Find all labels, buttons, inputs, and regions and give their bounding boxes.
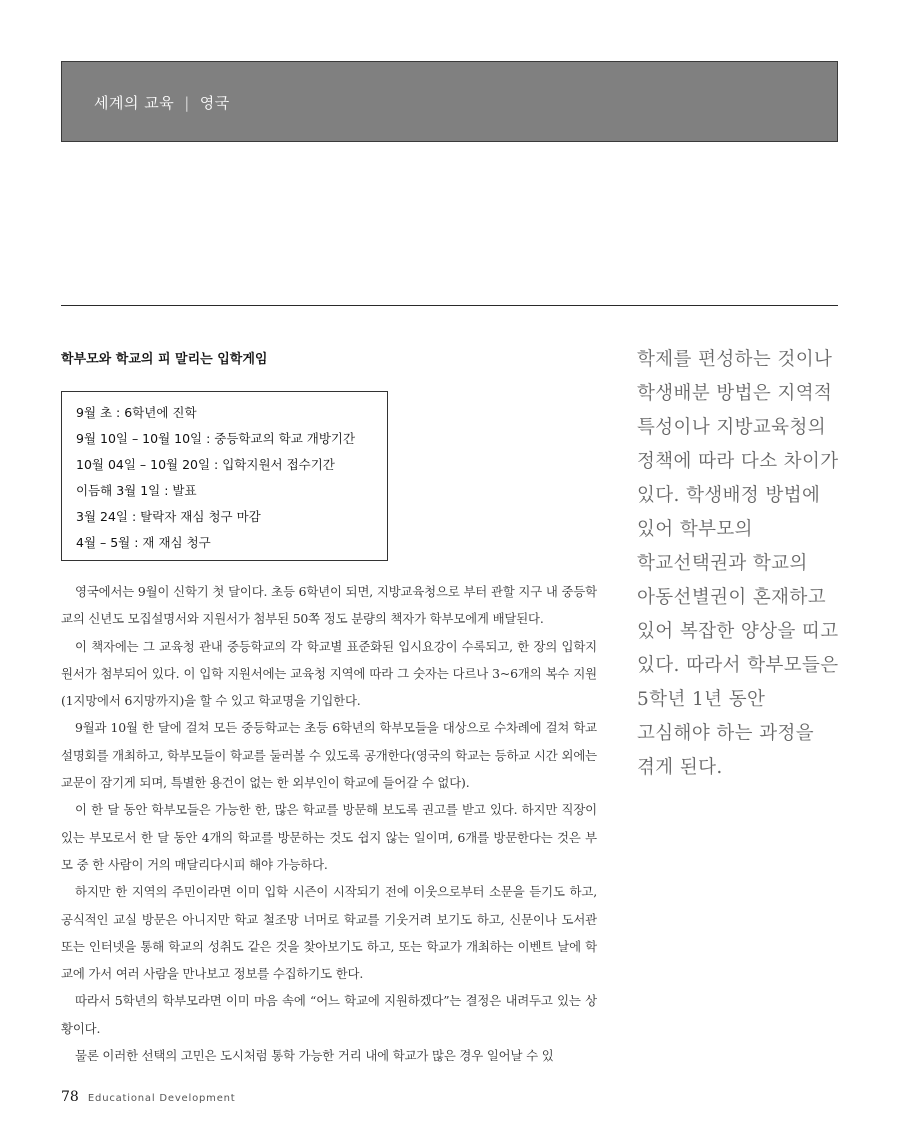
- banner-separator: |: [184, 94, 190, 112]
- schedule-item: 4월 – 5월 : 재 재심 청구: [76, 535, 211, 550]
- body-paragraph: 이 책자에는 그 교육청 관내 중등학교의 각 학교별 표준화된 입시요강이 수록되고, 한 장의 입학지원서가 첨부되어 있다. 이 입학 지원서에는 교육청 지역에 따라 그 숫자는 다르나 3~6개의 복수 지원(1지망에서 6지망까지)을 할 수 있고 학교명을 기입한다.: [61, 638, 597, 709]
- body-paragraph: 이 한 달 동안 학부모들은 가능한 한, 많은 학교를 방문해 보도록 권고를 받고 있다. 하지만 직장이 있는 부모로서 한 달 동안 4개의 학교를 방문하는 것도 쉽지 않는 일이며, 6개를 방문한다는 것은 부모 중 한 사람이 거의 매달리다시피 해야 가능하다.: [61, 802, 597, 872]
- banner-title: [94, 92, 230, 113]
- schedule-item: 3월 24일 : 탈락자 재심 청구 마감: [76, 509, 261, 524]
- page-number: 78: [61, 1089, 79, 1105]
- body-paragraph: 따라서 5학년의 학부모라면 이미 마음 속에 “어느 학교에 지원하겠다”는 결정은 내려두고 있는 상황이다.: [61, 993, 597, 1036]
- schedule-item: 9월 초 : 6학년에 진학: [76, 405, 197, 420]
- article-heading: 학부모와 학교의 피 말리는 입학게임: [61, 352, 268, 367]
- body-paragraph: 물론 이러한 선택의 고민은 도시처럼 통학 가능한 거리 내에 학교가 많은 경우 일어날 수 있: [75, 1048, 554, 1064]
- schedule-item: 10월 04일 – 10월 20일 : 입학지원서 접수기간: [76, 457, 335, 472]
- publication-name: Educational Development: [87, 1093, 236, 1104]
- article-body: [61, 578, 597, 1069]
- schedule-item: 9월 10일 – 10월 10일 : 중등학교의 학교 개방기간: [76, 431, 356, 446]
- schedule-item: 이듬해 3월 1일 : 발표: [76, 483, 197, 498]
- pull-quote: 학제를 편성하는 것이나 학생배분 방법은 지역적 특성이나 지방교육청의 정책에 따라 다소 차이가 있다. 학생배정 방법에 있어 학부모의 학교선택권과 학교의 아동선별권이 혼재하고 있어 복잡한 양상을 띠고 있다. 따라서 학부모들은 5학년 1년 동안 고심해야 하는 과정을 겪게 된다.: [637, 349, 839, 778]
- body-paragraph: 하지만 한 지역의 주민이라면 이미 입학 시즌이 시작되기 전에 이웃으로부터 소문을 듣기도 하고, 공식적인 교실 방문은 아니지만 학교 철조망 너머로 학교를 기웃거려 보기도 하고, 신문이나 도서관 또는 인터넷을 통해 학교의 성취도 같은 것을 찾아보기도 하고, 또는 학교가 개최하는 이벤트 날에 학교에 가서 여러 사람을 만나보고 정보를 수집하기도 한다.: [61, 884, 597, 982]
- banner-section: 세계의 교육: [94, 94, 175, 112]
- body-paragraph: 9월과 10월 한 달에 걸쳐 모든 중등학교는 초등 6학년의 학부모들을 대상으로 수차례에 걸쳐 학교설명회를 개최하고, 학부모들이 학교를 둘러볼 수 있도록 공개한다(영국의 학교는 등하교 시간 외에는 교문이 잠기게 되며, 특별한 용건이 없는 한 외부인이 학교에 들어갈 수 없다).: [61, 720, 597, 791]
- banner-country: 영국: [199, 94, 230, 112]
- schedule-box: [61, 391, 388, 561]
- body-paragraph: 영국에서는 9월이 신학기 첫 달이다. 초등 6학년이 되면, 지방교육청으로 부터 관할 지구 내 중등학교의 신년도 모집설명서와 지원서가 첨부된 50쪽 정도 분량의 책자가 학부모에게 배달된다.: [61, 584, 597, 627]
- section-banner: [61, 61, 838, 142]
- page-footer: [61, 1086, 236, 1105]
- horizontal-rule: [61, 305, 838, 306]
